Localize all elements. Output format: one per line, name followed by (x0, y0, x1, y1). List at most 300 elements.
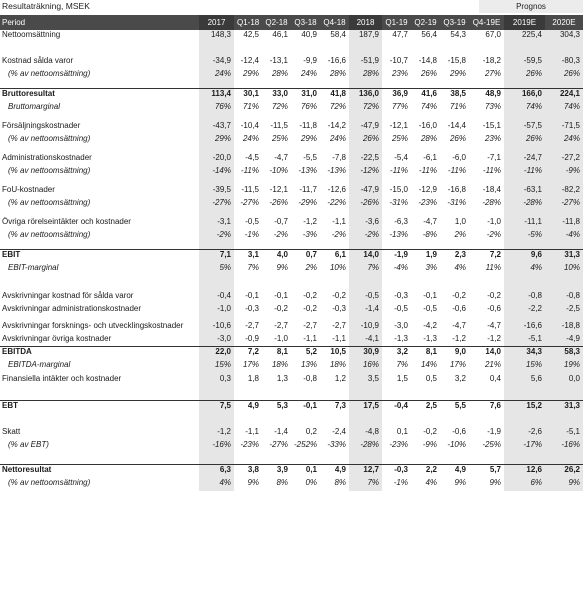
cell-value: 0,5 (425, 374, 437, 383)
cell-value: 25% (391, 134, 408, 143)
cell-value: 5,3 (262, 401, 291, 428)
cell-value: 3,8 (234, 465, 262, 479)
row-label: Avskrivningar kostnad för sålda varor (2, 291, 134, 300)
cell-value: 4% (199, 478, 234, 491)
row-label: EBITDA-marginal (8, 360, 71, 369)
cell-value: 30,9 (349, 347, 382, 361)
cell-value: 76% (199, 102, 234, 121)
cell-value: 0% (305, 478, 317, 487)
row-label: EBIT (0, 250, 199, 264)
cell-value: -0,3 (245, 304, 259, 313)
cell-value: -33% (327, 440, 346, 449)
row-label: (% av nettoomsättning) (8, 478, 91, 487)
cell-value: -27% (199, 198, 234, 217)
cell-value: -71,5 (545, 121, 583, 134)
cell-value: 36,9 (382, 89, 411, 103)
cell-value: 28% (329, 69, 346, 78)
cell-value: -11% (447, 166, 466, 175)
cell-value: -0,7 (274, 217, 288, 226)
row-label: EBITDA (0, 347, 199, 361)
cell-value: -18,2 (482, 56, 501, 65)
cell-value: 0,3 (199, 374, 234, 401)
cell-value: -31% (389, 198, 408, 207)
cell-value: -5,1 (504, 334, 545, 347)
cell-value: -1,1 (332, 334, 346, 343)
cell-value: 1,2 (334, 374, 346, 383)
column-header: 2019E (504, 15, 545, 30)
cell-value: -4,8 (349, 427, 382, 440)
cell-value: 22,0 (199, 347, 234, 361)
cell-value: 28% (271, 69, 288, 78)
table-row (0, 321, 583, 334)
cell-value: 17% (242, 360, 259, 369)
cell-value: -2,4 (332, 427, 346, 436)
cell-value: -11,8 (545, 217, 583, 230)
cell-value: 15% (199, 360, 234, 374)
cell-value: -0,2 (332, 291, 346, 300)
cell-value: -0,1 (291, 401, 320, 428)
cell-value: 31,0 (291, 89, 320, 103)
cell-value: -0,4 (199, 291, 234, 304)
cell-value: 4% (425, 478, 437, 487)
cell-value: 2,2 (411, 465, 440, 479)
cell-value: -11% (389, 166, 408, 175)
cell-value: -2% (199, 230, 234, 250)
cell-value: -0,2 (423, 427, 437, 436)
cell-value: -0,8 (545, 291, 583, 304)
cell-value: -0,6 (487, 304, 501, 313)
cell-value: -1,9 (487, 427, 501, 436)
cell-value: -5% (504, 230, 545, 250)
cell-value: 1,3 (276, 374, 288, 383)
cell-value: -252% (294, 440, 318, 449)
cell-value: 29% (449, 69, 466, 78)
cell-value: 72% (349, 102, 382, 121)
cell-value: -0,2 (274, 304, 288, 313)
row-label: Skatt (2, 427, 21, 436)
cell-value: -31% (447, 198, 466, 207)
cell-value: -23% (389, 440, 408, 449)
cell-value: -0,5 (245, 217, 259, 226)
cell-value: -1% (244, 230, 259, 239)
cell-value: 0,4 (489, 374, 501, 383)
cell-value: 9% (454, 478, 466, 487)
cell-value: -12,9 (418, 185, 437, 194)
cell-value: 9,0 (440, 347, 469, 361)
cell-value: 13% (300, 360, 317, 369)
table-row (0, 166, 583, 185)
cell-value: -10,9 (349, 321, 382, 334)
cell-value: 40,9 (301, 30, 317, 39)
cell-value: -11% (482, 166, 501, 175)
cell-value: 2% (305, 263, 317, 272)
column-header: Q4-18 (320, 15, 349, 30)
cell-value: 58,4 (330, 30, 346, 39)
cell-value: -25% (482, 440, 501, 449)
cell-value: -24,7 (504, 153, 545, 166)
cell-value: -12,4 (240, 56, 259, 65)
cell-value: -13% (327, 166, 346, 175)
cell-value: -1,3 (423, 334, 437, 343)
cell-value: -0,5 (349, 291, 382, 304)
column-header: Q2-19 (411, 15, 440, 30)
cell-value: 33,0 (262, 89, 291, 103)
cell-value: -11% (240, 166, 259, 175)
cell-value: -1,0 (487, 217, 501, 226)
row-label: (% av EBT) (8, 440, 49, 449)
table-row (0, 291, 583, 304)
cell-value: 23% (391, 69, 408, 78)
cell-value: -4,7 (452, 321, 466, 330)
cell-value: 2,5 (411, 401, 440, 428)
cell-value: 76% (300, 102, 317, 111)
cell-value: 14% (420, 360, 437, 369)
table-row (0, 263, 583, 291)
header-row (0, 15, 583, 30)
cell-value: 5,5 (440, 401, 469, 428)
cell-value: 71% (242, 102, 259, 111)
table-row (0, 230, 583, 250)
cell-value: 3,2 (382, 347, 411, 361)
cell-value: 21% (484, 360, 501, 369)
cell-value: 18% (271, 360, 288, 369)
cell-value: -1,2 (487, 334, 501, 343)
cell-value: -51,9 (349, 56, 382, 69)
row-label: Nettoomsättning (2, 30, 61, 39)
cell-value: -13,1 (269, 56, 288, 65)
column-header: Q2-18 (262, 15, 291, 30)
cell-value: 0,7 (291, 250, 320, 264)
cell-value: -4,1 (349, 334, 382, 347)
cell-value: 28% (349, 69, 382, 89)
cell-value: -1,2 (452, 334, 466, 343)
cell-value: -0,6 (452, 304, 466, 313)
cell-value: -0,2 (303, 291, 317, 300)
cell-value: -27% (269, 440, 288, 449)
cell-value: 54,3 (450, 30, 466, 39)
cell-value: 38,5 (440, 89, 469, 103)
cell-value: 9% (276, 263, 288, 272)
cell-value: 24% (329, 134, 346, 143)
cell-value: -3,6 (349, 217, 382, 230)
cell-value: 11% (485, 263, 501, 272)
cell-value: 74% (504, 102, 545, 121)
cell-value: 47,7 (392, 30, 408, 39)
cell-value: 26,2 (545, 465, 583, 479)
cell-value: -0,4 (382, 401, 411, 428)
cell-value: -11% (418, 166, 437, 175)
cell-value: 30,1 (234, 89, 262, 103)
cell-value: -15,1 (482, 121, 501, 130)
table-row (0, 347, 583, 361)
cell-value: 31,3 (545, 250, 583, 264)
cell-value: 7% (349, 478, 382, 491)
row-label: Finansiella intäkter och kostnader (2, 374, 122, 383)
cell-value: 17% (449, 360, 466, 369)
cell-value: -10% (269, 166, 288, 175)
cell-value: -3% (302, 230, 317, 239)
table-row (0, 360, 583, 374)
cell-value: 14,0 (469, 347, 504, 361)
table-row (0, 30, 583, 56)
cell-value: -10,7 (389, 56, 408, 65)
income-statement-table (0, 15, 583, 491)
table-title: Resultaträkning, MSEK (2, 1, 90, 11)
cell-value: 3,5 (349, 374, 382, 401)
cell-value: 24% (545, 134, 583, 153)
cell-value: -0,8 (303, 374, 317, 383)
cell-value: -0,5 (423, 304, 437, 313)
cell-value: -9,9 (303, 56, 317, 65)
table-row (0, 56, 583, 69)
cell-value: 0,0 (545, 374, 583, 401)
table-row (0, 69, 583, 89)
cell-value: 25% (271, 134, 288, 143)
cell-value: 4,9 (440, 465, 469, 479)
cell-value: -12,6 (327, 185, 346, 194)
cell-value: 113,4 (199, 89, 234, 103)
column-header: 2017 (199, 15, 234, 30)
cell-value: 8,1 (411, 347, 440, 361)
cell-value: -0,2 (303, 304, 317, 313)
cell-value: 56,4 (421, 30, 437, 39)
cell-value: 19% (545, 360, 583, 374)
cell-value: -2% (331, 230, 346, 239)
column-header: Q3-18 (291, 15, 320, 30)
cell-value: 15,2 (504, 401, 545, 428)
column-header: 2018 (349, 15, 382, 30)
row-label: (% av nettoomsättning) (8, 134, 91, 143)
cell-value: 7% (349, 263, 382, 291)
cell-value: 6,1 (320, 250, 349, 264)
cell-value: 73% (484, 102, 501, 111)
cell-value: -16% (199, 440, 234, 465)
cell-value: -10% (447, 440, 466, 449)
column-header-period: Period (0, 15, 199, 30)
cell-value: 4% (454, 263, 466, 272)
cell-value: 9% (247, 478, 259, 487)
cell-value: -1,0 (199, 304, 234, 321)
cell-value: -8% (422, 230, 437, 239)
cell-value: -59,5 (504, 56, 545, 69)
cell-value: 148,3 (199, 30, 234, 56)
cell-value: -63,1 (504, 185, 545, 198)
cell-value: 225,4 (504, 30, 545, 56)
cell-value: 26% (449, 134, 466, 143)
cell-value: 26% (504, 134, 545, 153)
table-row (0, 217, 583, 230)
cell-value: 26% (504, 69, 545, 89)
cell-value: -11,5 (241, 185, 259, 194)
cell-value: 46,1 (272, 30, 288, 39)
cell-value: -1,1 (245, 427, 259, 436)
cell-value: 27% (484, 69, 501, 78)
cell-value: -2% (349, 230, 382, 250)
table-row (0, 401, 583, 428)
row-label: Avskrivningar forsknings- och utvecklingskostnader (2, 321, 184, 330)
table-row (0, 102, 583, 121)
cell-value: 1,9 (411, 250, 440, 264)
cell-value: 24% (242, 134, 259, 143)
cell-value: 74% (545, 102, 583, 121)
cell-value: 6% (504, 478, 545, 491)
cell-value: 136,0 (349, 89, 382, 103)
cell-value: -39,5 (199, 185, 234, 198)
cell-value: -14,2 (327, 121, 346, 130)
cell-value: 24% (199, 69, 234, 89)
cell-value: 2,3 (440, 250, 469, 264)
cell-value: -17% (504, 440, 545, 465)
cell-value: 72% (271, 102, 288, 111)
cell-value: -11,8 (299, 121, 317, 130)
cell-value: 26% (545, 69, 583, 89)
row-label: Avskrivningar administrationskostnader (2, 304, 142, 313)
cell-value: 72% (329, 102, 346, 111)
cell-value: -47,9 (349, 121, 382, 134)
cell-value: 6,3 (199, 465, 234, 479)
cell-value: -22% (327, 198, 346, 207)
cell-value: 166,0 (504, 89, 545, 103)
cell-value: 31,3 (545, 401, 583, 428)
cell-value: -11,5 (270, 121, 288, 130)
cell-value: -34,9 (199, 56, 234, 69)
cell-value: 0,1 (396, 427, 408, 436)
cell-value: -11% (504, 166, 545, 185)
cell-value: -6,3 (394, 217, 408, 226)
table-row (0, 89, 583, 103)
row-label: FoU-kostnader (2, 185, 55, 194)
cell-value: -1,1 (303, 334, 317, 343)
row-label: Övriga rörelseintäkter och kostnader (2, 217, 131, 226)
cell-value: -0,3 (382, 465, 411, 479)
table-row (0, 198, 583, 217)
cell-value: 7,2 (234, 347, 262, 361)
cell-value: 4% (504, 263, 545, 291)
cell-value: -57,5 (504, 121, 545, 134)
cell-value: -0,8 (504, 291, 545, 304)
cell-value: 74% (420, 102, 437, 111)
column-header: 2020E (545, 15, 583, 30)
cell-value: -1,1 (332, 217, 346, 226)
cell-value: -2,5 (545, 304, 583, 321)
cell-value: -80,3 (545, 56, 583, 69)
cell-value: 1,5 (396, 374, 408, 383)
cell-value: 5,6 (504, 374, 545, 401)
cell-value: 187,9 (349, 30, 382, 56)
cell-value: -4,7 (423, 217, 437, 226)
cell-value: -5,1 (545, 427, 583, 440)
cell-value: -0,3 (332, 304, 346, 313)
cell-value: -27,2 (545, 153, 583, 166)
cell-value: -3,1 (199, 217, 234, 230)
cell-value: -15,0 (389, 185, 408, 194)
column-header: Q4-19E (469, 15, 504, 30)
column-header: Q1-18 (234, 15, 262, 30)
cell-value: -10,4 (240, 121, 259, 130)
table-row (0, 374, 583, 401)
cell-value: 0,2 (305, 427, 317, 436)
cell-value: -9% (422, 440, 437, 449)
cell-value: -20,0 (199, 153, 234, 166)
cell-value: 3,9 (262, 465, 291, 479)
cell-value: 304,3 (545, 30, 583, 56)
cell-value: 14,0 (349, 250, 382, 264)
table-row (0, 185, 583, 198)
table-row (0, 465, 583, 479)
cell-value: 29% (199, 134, 234, 153)
row-label: Bruttomarginal (8, 102, 61, 111)
column-header: Q3-19 (440, 15, 469, 30)
cell-value: 71% (449, 102, 466, 111)
cell-value: 41,8 (320, 89, 349, 103)
cell-value: -4,2 (423, 321, 437, 330)
cell-value: -27% (240, 198, 259, 207)
cell-value: 18% (329, 360, 346, 369)
cell-value: -3,0 (394, 321, 408, 330)
row-label: (% av nettoomsättning) (8, 198, 91, 207)
cell-value: -14,8 (418, 56, 437, 65)
cell-value: 29% (300, 134, 317, 143)
cell-value: -29% (298, 198, 317, 207)
cell-value: -23% (418, 198, 437, 207)
cell-value: -2,7 (332, 321, 346, 330)
row-label: Administrationskostnader (2, 153, 92, 162)
cell-value: 8,1 (262, 347, 291, 361)
cell-value: -9% (545, 166, 583, 185)
cell-value: 7,6 (469, 401, 504, 428)
cell-value: 10% (329, 263, 346, 272)
cell-value: -6,1 (423, 153, 437, 162)
cell-value: -10,6 (199, 321, 234, 334)
cell-value: 58,3 (545, 347, 583, 361)
cell-value: -1,0 (274, 334, 288, 343)
cell-value: -2,7 (274, 321, 288, 330)
cell-value: -2,6 (504, 427, 545, 440)
cell-value: -2% (273, 230, 288, 239)
cell-value: -14% (199, 166, 234, 185)
cell-value: 9,6 (504, 250, 545, 264)
row-label: Försäljningskostnader (2, 121, 81, 130)
table-row (0, 153, 583, 166)
cell-value: -2,7 (245, 321, 259, 330)
cell-value: 12,6 (504, 465, 545, 479)
cell-value: 67,0 (485, 30, 501, 39)
cell-value: -11,1 (504, 217, 545, 230)
cell-value: 4,9 (320, 465, 349, 479)
cell-value: 224,1 (545, 89, 583, 103)
cell-value: 10,5 (320, 347, 349, 361)
cell-value: -0,1 (274, 291, 288, 300)
cell-value: -4,7 (274, 153, 288, 162)
cell-value: -0,3 (394, 291, 408, 300)
cell-value: -1,4 (274, 427, 288, 436)
cell-value: -0,9 (245, 334, 259, 343)
cell-value: -2,2 (504, 304, 545, 321)
row-label: EBT (0, 401, 199, 428)
cell-value: -0,6 (452, 427, 466, 436)
row-label: EBIT-marginal (8, 263, 59, 272)
cell-value: 0,1 (291, 465, 320, 479)
cell-value: 48,9 (469, 89, 504, 103)
cell-value: 3,2 (454, 374, 466, 383)
cell-value: 17,5 (349, 401, 382, 428)
cell-value: 4,0 (262, 250, 291, 264)
cell-value: -7,8 (332, 153, 346, 162)
prognos-label: Prognos (479, 0, 583, 13)
cell-value: -28% (504, 198, 545, 217)
cell-value: 34,3 (504, 347, 545, 361)
table-row (0, 304, 583, 321)
